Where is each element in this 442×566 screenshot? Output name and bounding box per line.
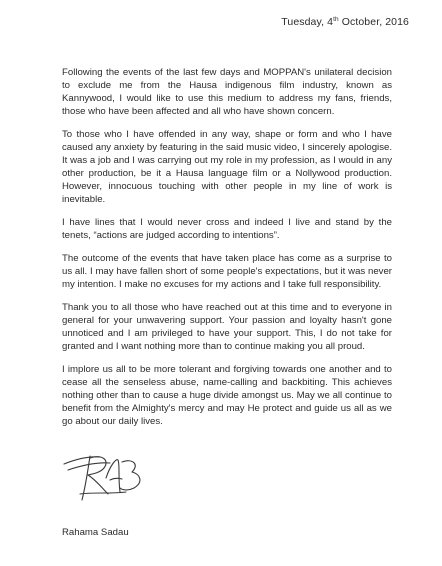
signer-name: Rahama Sadau — [62, 527, 129, 538]
paragraph-3: I have lines that I would never cross and indeed I live and stand by the tenets, “actions are judged according to intentions”. — [62, 217, 392, 241]
date-weekday: Tuesday, — [281, 16, 325, 28]
handwritten-signature — [60, 448, 150, 510]
paragraph-4: The outcome of the events that have taken place has come as a surprise to us all. I may have fallen short of some people's expectations, but it was never my intention. I make no excuses for my actions and I take full responsibility. — [62, 253, 392, 290]
date-day: 4 — [327, 16, 334, 28]
paragraph-5: Thank you to all those who have reached out at this time and to everyone in general for your unwavering support. Your passion and loyalty hasn't gone unnoticed and I am privileged to have your support. This, I do not take for granted and I want nothing more than to continue making you all proud. — [62, 302, 392, 352]
date-month-year: October, 2016 — [341, 16, 409, 28]
letter-body — [62, 66, 392, 438]
date-suffix: th — [333, 16, 339, 23]
paragraph-1: Following the events of the last few days and MOPPAN's unilateral decision to exclude me from the Hausa indigenous film industry, known as Kannywood, I would like to use this medium to address my fans, friends, those who have been affected and all who have shown concern. — [62, 67, 392, 117]
letter-date — [281, 16, 409, 28]
paragraph-6: I implore us all to be more tolerant and forgiving towards one another and to cease all the senseless abuse, name-calling and backbiting. This achieves nothing other than to cause a huge divide amongst us. May we all continue to benefit from the Almighty's mercy and may He protect and guide us all as we go about our daily lives. — [62, 364, 392, 427]
paragraph-2: To those who I have offended in any way, shape or form and who I have caused any anxiety by featuring in the said music video, I sincerely apologise. It was a job and I was carrying out my role in my profession, as I would in any other production, be it a Hausa language film or a Nollywood production. However, innocuous touching with other people in my line of work is inevitable. — [62, 129, 392, 205]
